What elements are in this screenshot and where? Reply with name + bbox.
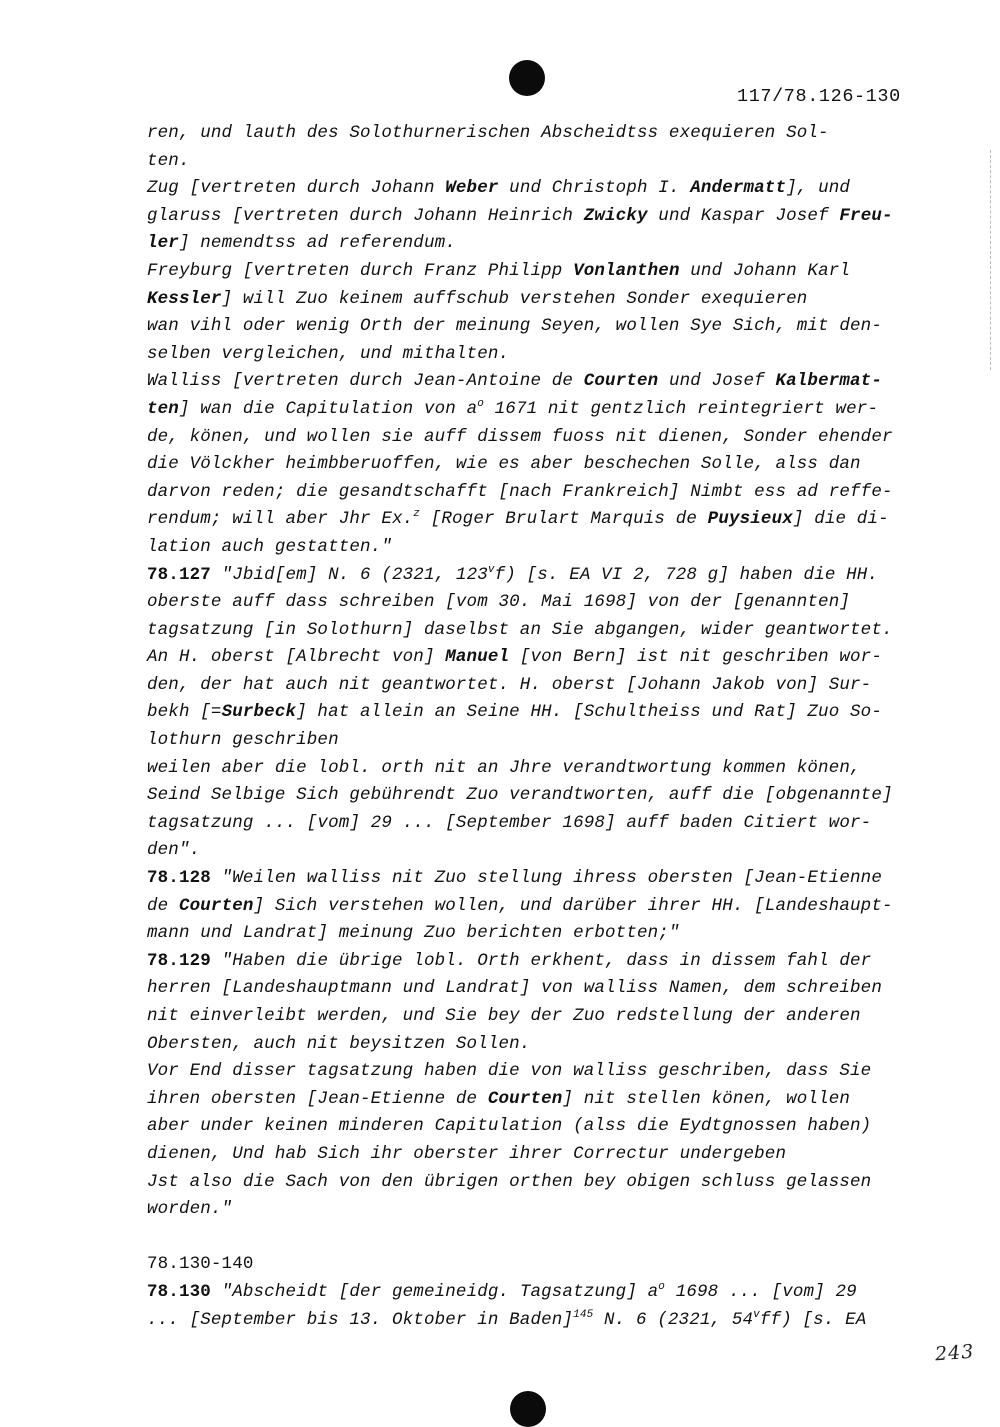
text-line: herren [Landeshauptmann und Landrat] von walliss Namen, dem schreiben (147, 978, 882, 999)
text-line: An H. oberst [Albrecht von] Manuel [von Bern] ist nit geschriben wor- (147, 647, 882, 668)
superscript: o (658, 1281, 666, 1294)
person-name: Courten (178, 895, 254, 916)
text-line: aber under keinen minderen Capitulation (alss die Eydtgnossen haben) (147, 1116, 872, 1137)
section-range-heading: 78.130-140 (147, 1254, 254, 1275)
text-line: de Courten] Sich verstehen wollen, und darüber ihrer HH. [Landeshaupt- (147, 895, 893, 916)
text-line: dienen, Und hab Sich ihr oberster ihrer Correctur undergeben (147, 1143, 787, 1164)
text-line: 78.127 "Jbid[em] N. 6 (2321, 123$^v$f) [s. EA VI 2, 728 g] haben die HH. (147, 563, 879, 585)
superscript: o (477, 398, 484, 411)
punch-hole-top (509, 60, 545, 96)
text-line: ren, und lauth des Solothurnerischen Abscheidtss exequieren Sol- (147, 123, 829, 143)
text-line: Obersten, auch nit beysitzen Sollen. (147, 1033, 531, 1054)
text-line: nit einverleibt werden, und Sie bey der Zuo redstellung der anderen (147, 1006, 861, 1026)
text-line: Kessler] will Zuo keinem auffschub verstehen Sonder exequieren (147, 288, 808, 309)
transcription-body (147, 120, 927, 1334)
person-name: ten (147, 398, 179, 419)
text-line: wan vihl oder wenig Orth der meinung Seyen, wollen Sye Sich, mit den- (147, 316, 882, 337)
superscript: z (413, 508, 421, 521)
text-line: Seind Selbige Sich gebührendt Zuo verandtworten, auff die [obgenannte] (147, 785, 893, 806)
scan-edge-mark (990, 150, 992, 370)
person-name: Surbeck (221, 702, 297, 723)
text-line: mann und Landrat] meinung Zuo berichten erbotten;" (147, 923, 680, 944)
person-name: Weber (445, 178, 499, 199)
text-line: lation auch gestatten." (147, 536, 392, 557)
punch-hole-bottom (510, 1391, 546, 1427)
text-line: darvon reden; die gesandtschafft [nach Frankreich] Nimbt ess ad reffe- (147, 481, 893, 502)
text-line: tagsatzung ... [vom] 29 ... [September 1698] auff baden Citiert wor- (147, 812, 872, 833)
blank-line (147, 1224, 927, 1252)
person-name: Courten (583, 371, 659, 392)
person-name: Kessler (147, 288, 222, 309)
person-name: ler (147, 233, 179, 254)
person-name: Vonlanthen (573, 260, 680, 281)
person-name: Freu- (839, 205, 893, 226)
text-line: ... [September bis 13. Oktober in Baden]$^{145}$ N. 6 (2321, 54$^v$ff) [s. EA (147, 1308, 867, 1330)
text-line: 78.129 "Haben die übrige lobl. Orth erkhent, dass in dissem fahl der (147, 950, 872, 971)
entry-number: 78.129 (147, 950, 211, 971)
person-name: Courten (487, 1088, 563, 1109)
text-line: weilen aber die lobl. orth nit an Jhre verandtwortung kommen könen, (147, 757, 861, 778)
entry-number: 78.130 (147, 1281, 211, 1302)
text-line: ten] wan die Capitulation von $a^o$ 1671 nit gentzlich reintegriert wer- (147, 398, 879, 419)
text-line: den". (147, 840, 201, 861)
text-line: rendum; will aber Jhr Ex.$^z$ [Roger Brulart Marquis de Puysieux] die di- (147, 508, 889, 530)
text-line: 78.130 "Abscheidt [der gemeineidg. Tagsatzung] $a^o$ 1698 ... [vom] 29 (147, 1281, 857, 1302)
text-line: tagsatzung [in Solothurn] daselbst an Sie abgangen, wider geantwortet. (147, 619, 893, 640)
text-line: Vor End disser tagsatzung haben die von walliss geschriben, dass Sie (147, 1061, 872, 1082)
text-line: die Völckher heimbberuoffen, wie es aber beschechen Solle, alss dan (147, 454, 861, 475)
text-line: Walliss [vertreten durch Jean-Antoine de Courten und Josef Kalbermat- (147, 371, 882, 392)
handwritten-page-number: 243 (934, 1340, 975, 1366)
text-line: ler] nemendtss ad referendum. (147, 233, 456, 254)
entry-number: 78.128 (147, 868, 211, 889)
text-line: lothurn geschriben (147, 730, 339, 751)
superscript: 145 (573, 1308, 594, 1321)
text-line: oberste auff dass schreiben [vom 30. Mai 1698] von der [genannten] (147, 592, 851, 613)
entry-number: 78.127 (147, 564, 211, 585)
superscript: v (753, 1308, 760, 1321)
text-line: worden." (147, 1199, 233, 1220)
text-line: selben vergleichen, und mithalten. (147, 343, 510, 364)
text-line: ten. (147, 150, 190, 171)
text-line: den, der hat auch nit geantwortet. H. oberst [Johann Jakob von] Sur- (147, 674, 872, 695)
person-name: Andermatt (690, 178, 787, 199)
person-name: Zwicky (583, 205, 648, 226)
superscript: v (487, 563, 495, 576)
text-line: glaruss [vertreten durch Johann Heinrich Zwicky und Kaspar Josef Freu- (147, 205, 893, 226)
text-line: 78.128 "Weilen walliss nit Zuo stellung ihress obersten [Jean-Etienne (147, 868, 882, 889)
person-name: Kalbermat- (775, 371, 882, 392)
document-reference: 117/78.126-130 (737, 86, 901, 107)
person-name: Puysieux (707, 509, 793, 530)
text-line: de, könen, und wollen sie auff dissem fuoss nit dienen, Sonder ehender (147, 426, 893, 447)
text-line: Freyburg [vertreten durch Franz Philipp Vonlanthen und Johann Karl (147, 260, 851, 281)
text-line: Zug [vertreten durch Johann Weber und Christoph I. Andermatt], und (147, 178, 851, 199)
text-line: ihren obersten [Jean-Etienne de Courten] nit stellen könen, wollen (147, 1088, 851, 1109)
text-line: bekh [=Surbeck] hat allein an Seine HH. [Schultheiss und Rat] Zuo So- (147, 702, 882, 723)
person-name: Manuel (445, 647, 510, 668)
text-line: Jst also die Sach von den übrigen orthen bey obigen schluss gelassen (147, 1171, 872, 1192)
